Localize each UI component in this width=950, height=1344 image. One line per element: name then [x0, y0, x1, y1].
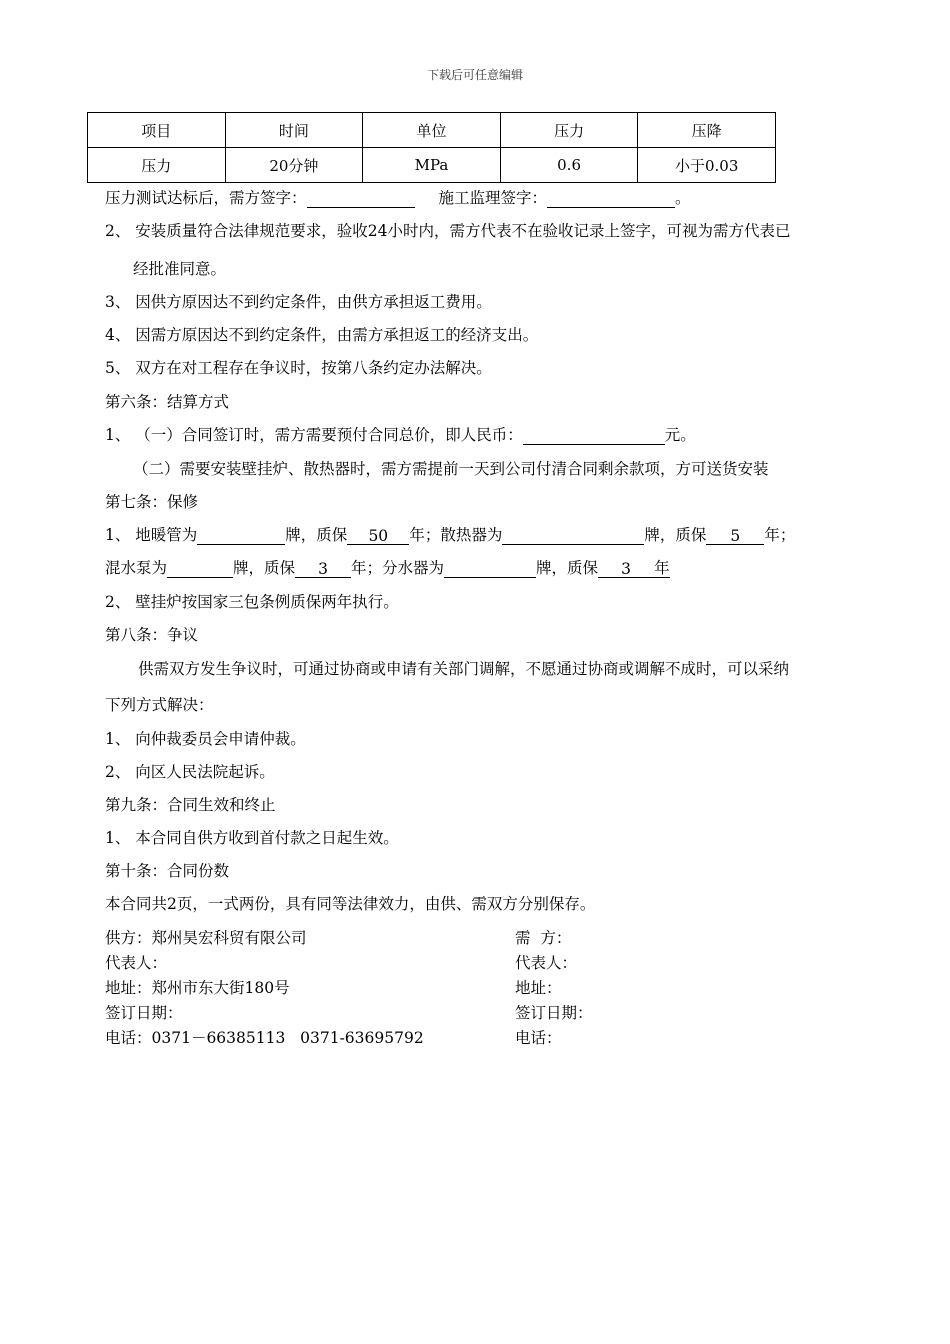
- table-cell: 压力: [88, 148, 226, 183]
- manifold-warranty-years[interactable]: 3: [598, 560, 654, 578]
- buyer-signature-blank[interactable]: [307, 190, 415, 208]
- table-header-cell: 压力: [500, 113, 638, 148]
- pressure-test-table: [87, 112, 776, 183]
- warranty-line-1: [105, 523, 795, 545]
- article-10-text: 本合同共2页，一式两份，具有同等法律效力，由供、需双方分别保存。: [105, 895, 596, 913]
- article-10-title: 第十条：合同份数: [105, 862, 230, 880]
- table-header-cell: 时间: [225, 113, 363, 148]
- warranty-text: 1、 地暖管为: [105, 526, 198, 544]
- article-6-item-1-text: 1、 （一）合同签订时，需方需要预付合同总价，即人民币：: [105, 426, 523, 444]
- buyer-sign-label: 压力测试达标后，需方签字：: [105, 189, 307, 207]
- table-header-row: [88, 113, 776, 148]
- sign-line-end: 。: [675, 189, 691, 207]
- article-6-item-1b: （二）需要安装壁挂炉、散热器时，需方需提前一天到公司付清合同剩余款项，方可送货安装: [133, 460, 769, 478]
- warranty-text: 牌，质保: [233, 559, 296, 577]
- article-8-item-2: 2、 向区人民法院起诉。: [105, 763, 275, 781]
- signature-line: [105, 186, 691, 208]
- article-8-title: 第八条：争议: [105, 626, 199, 644]
- clause-item-2-line1: 2、 安装质量符合法律规范要求，验收24小时内，需方代表不在验收记录上签字，可视为需方代表已: [105, 222, 791, 240]
- warranty-line-2: [105, 556, 670, 578]
- supervisor-sign-label: 施工监理签字：: [438, 189, 548, 207]
- article-7-item-2: 2、 壁挂炉按国家三包条例质保两年执行。: [105, 593, 399, 611]
- buyer-phone: 电话：: [515, 1029, 562, 1047]
- warranty-text: 年；散热器为: [409, 526, 503, 544]
- article-8-para-line2: 下列方式解决：: [105, 696, 214, 714]
- table-cell: MPa: [363, 148, 501, 183]
- article-9-item-1: 1、 本合同自供方收到首付款之日起生效。: [105, 829, 399, 847]
- article-6-item-1: [105, 423, 696, 445]
- supplier-representative: 代表人：: [105, 954, 168, 972]
- clause-item-3: 3、 因供方原因达不到约定条件，由供方承担返工费用。: [105, 293, 492, 311]
- warranty-text: 年；分水器为: [351, 559, 445, 577]
- supplier-address: 地址：郑州市东大街180号: [105, 979, 290, 997]
- manifold-brand-blank[interactable]: [444, 560, 536, 578]
- buyer-representative: 代表人：: [515, 954, 578, 972]
- radiator-warranty-years[interactable]: 5: [706, 527, 764, 545]
- buyer-sign-date: 签订日期：: [515, 1004, 593, 1022]
- table-cell: 0.6: [500, 148, 638, 183]
- article-8-para-line1: 供需双方发生争议时，可通过协商或申请有关部门调解，不愿通过协商或调解不成时，可以采纳: [138, 660, 790, 678]
- supplier-name: 供方：郑州昊宏科贸有限公司: [105, 929, 307, 947]
- floor-pipe-brand-blank[interactable]: [197, 527, 285, 545]
- clause-item-4: 4、 因需方原因达不到约定条件，由需方承担返工的经济支出。: [105, 326, 539, 344]
- mixing-pump-warranty-years[interactable]: 3: [295, 560, 351, 578]
- warranty-text: 混水泵为: [105, 559, 168, 577]
- table-cell: 小于0.03: [638, 148, 776, 183]
- supplier-phone: 电话：0371－66385113 0371-63695792: [105, 1029, 424, 1047]
- warranty-text: 年: [654, 559, 670, 577]
- warranty-text: 牌，质保: [536, 559, 599, 577]
- clause-item-2-line2: 经批准同意。: [133, 260, 227, 278]
- supervisor-signature-blank[interactable]: [547, 190, 675, 208]
- mixing-pump-brand-blank[interactable]: [167, 560, 233, 578]
- radiator-brand-blank[interactable]: [502, 527, 644, 545]
- warranty-text: 年；: [764, 526, 796, 544]
- page-header-note: 下载后可任意编辑: [426, 68, 523, 82]
- buyer-address: 地址：: [515, 979, 562, 997]
- table-header-cell: 单位: [363, 113, 501, 148]
- article-7-title: 第七条：保修: [105, 493, 199, 511]
- table-row: [88, 148, 776, 183]
- supplier-sign-date: 签订日期：: [105, 1004, 183, 1022]
- article-6-item-1-suffix: 元。: [664, 426, 696, 444]
- clause-item-5: 5、 双方在对工程存在争议时，按第八条约定办法解决。: [105, 359, 492, 377]
- table-header-cell: 项目: [88, 113, 226, 148]
- prepayment-amount-blank[interactable]: [523, 427, 665, 445]
- table-cell: 20分钟: [225, 148, 363, 183]
- warranty-text: 牌，质保: [285, 526, 348, 544]
- warranty-text: 牌，质保: [644, 526, 707, 544]
- table-header-cell: 压降: [638, 113, 776, 148]
- article-8-item-1: 1、 向仲裁委员会申请仲裁。: [105, 730, 306, 748]
- article-9-title: 第九条：合同生效和终止: [105, 796, 276, 814]
- article-6-title: 第六条：结算方式: [105, 393, 230, 411]
- floor-pipe-warranty-years[interactable]: 50: [347, 527, 409, 545]
- buyer-name: 需 方：: [515, 929, 572, 947]
